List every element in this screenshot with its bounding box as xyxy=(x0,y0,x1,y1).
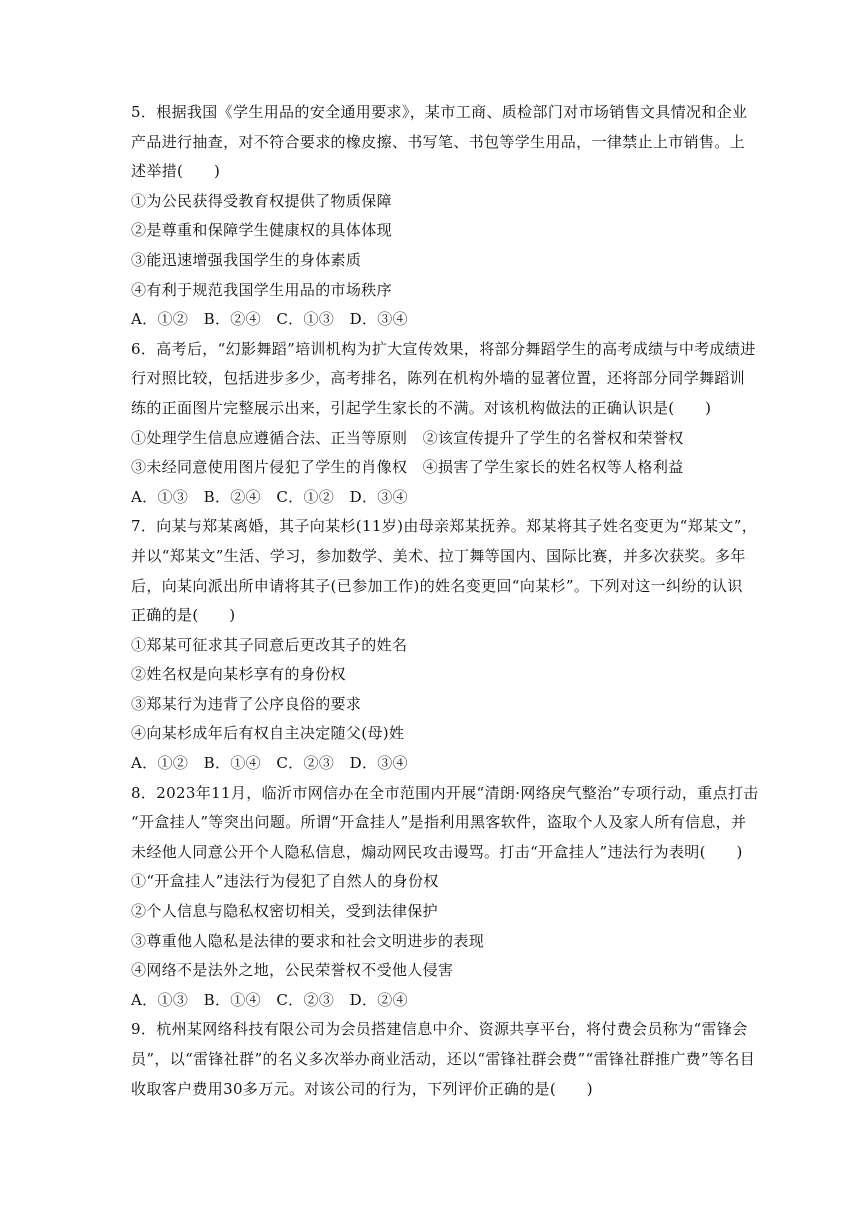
answer-options: A．①③ B．②④ C．①② D．③④ xyxy=(131,487,409,506)
answer-options: A．①③ B．①④ C．②③ D．②④ xyxy=(131,990,409,1009)
statement-item: ①处理学生信息应遵循合法、正当等原则 ②该宣传提升了学生的名誉权和荣誉权 xyxy=(131,428,684,447)
statement-item: ②是尊重和保障学生健康权的具体体现 xyxy=(131,221,392,240)
question-stem-line: 行对照比较，包括进步多少，高考排名，陈列在机构外墙的显著位置，还将部分同学舞蹈训 xyxy=(131,369,746,388)
question-stem-line: 未经他人同意公开个人隐私信息，煽动网民攻击谩骂。打击“开盒挂人”违法行为表明( ) xyxy=(131,842,743,861)
statement-item: ②姓名权是向某杉享有的身份权 xyxy=(131,665,346,684)
question-stem-line: 后，向某向派出所申请将其子(已参加工作)的姓名变更回“向某杉”。下列对这一纠纷的认识 xyxy=(131,576,743,595)
question-stem-line: 7．向某与郑某离婚，其子向某杉(11岁)由母亲郑某抚养。郑某将其子姓名变更为“郑某文”， xyxy=(131,517,758,536)
question-stem-line: 并以“郑某文”生活、学习，参加数学、美术、拉丁舞等国内、国际比赛，并多次获奖。多年 xyxy=(131,546,746,565)
question-stem-line: 练的正面图片完整展示出来，引起学生家长的不满。对该机构做法的正确认识是( ) xyxy=(131,398,712,417)
statement-item: ④有利于规范我国学生用品的市场秩序 xyxy=(131,280,392,299)
question-stem-line: 6．高考后，“幻影舞蹈”培训机构为扩大宣传效果，将部分舞蹈学生的高考成绩与中考成绩进 xyxy=(131,339,756,358)
statement-item: ③未经同意使用图片侵犯了学生的肖像权 ④损害了学生家长的姓名权等人格利益 xyxy=(131,458,684,477)
answer-options: A．①② B．②④ C．①③ D．③④ xyxy=(131,310,409,329)
question-stem-line: 员”，以“雷锋社群”的名义多次举办商业活动，还以“雷锋社群会费”“雷锋社群推广费”等名目 xyxy=(131,1050,756,1068)
question-stem-line: “开盒挂人”等突出问题。所谓“开盒挂人”是指利用黑客软件，盗取个人及家人所有信息，并 xyxy=(131,813,747,832)
question-stem-line: 述举措( ) xyxy=(131,162,221,181)
statement-item: ④网络不是法外之地，公民荣誉权不受他人侵害 xyxy=(131,961,454,980)
statement-item: ①郑某可征求其子同意后更改其子的姓名 xyxy=(131,635,408,654)
question-stem-line: 8．2023年11月，临沂市网信办在全市范围内开展“清朗·网络戾气整治”专项行动，重点打击 xyxy=(131,783,759,802)
statement-item: ③能迅速增强我国学生的身体素质 xyxy=(131,250,362,269)
question-5 xyxy=(131,98,748,335)
question-7 xyxy=(131,512,758,778)
question-stem-line: 正确的是( ) xyxy=(131,606,236,625)
question-8 xyxy=(131,779,759,1016)
statement-item: ②个人信息与隐私权密切相关，受到法律保护 xyxy=(131,902,439,921)
exam-page xyxy=(131,98,759,1104)
question-stem-line: 5．根据我国《学生用品的安全通用要求》，某市工商、质检部门对市场销售文具情况和企业 xyxy=(131,103,748,121)
question-6 xyxy=(131,335,756,513)
question-9 xyxy=(131,1015,756,1104)
question-stem-line: 收取客户费用30多万元。对该公司的行为，下列评价正确的是( ) xyxy=(131,1079,593,1098)
statement-item: ③尊重他人隐私是法律的要求和社会文明进步的表现 xyxy=(131,931,485,950)
statement-item: ①“开盒挂人”违法行为侵犯了自然人的身份权 xyxy=(131,872,439,891)
answer-options: A．①② B．①④ C．②③ D．③④ xyxy=(131,754,409,773)
statement-item: ①为公民获得受教育权提供了物质保障 xyxy=(131,191,392,210)
question-stem-line: 9．杭州某网络科技有限公司为会员搭建信息中介、资源共享平台，将付费会员称为“雷锋会 xyxy=(131,1020,748,1039)
statement-item: ③郑某行为违背了公序良俗的要求 xyxy=(131,694,362,713)
question-stem-line: 产品进行抽查，对不符合要求的橡皮擦、书写笔、书包等学生用品，一律禁止上市销售。上 xyxy=(131,132,746,151)
statement-item: ④向某杉成年后有权自主决定随父(母)姓 xyxy=(131,724,405,743)
